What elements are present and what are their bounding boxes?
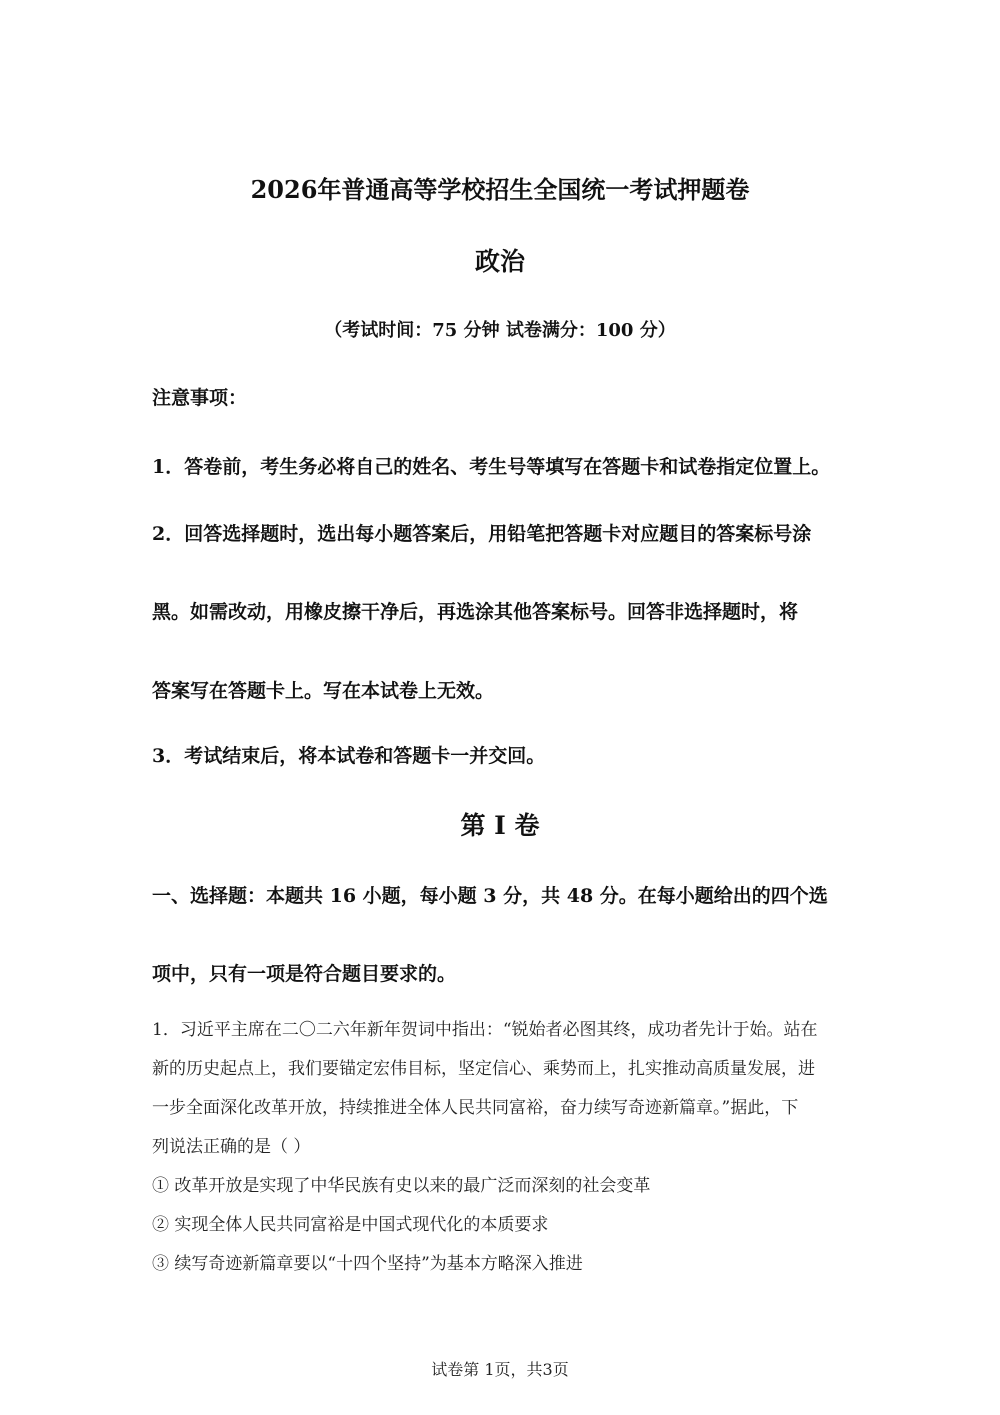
question-stem-line: 1．习近平主席在二〇二六年新年贺词中指出：“锐始者必图其终，成功者先计于始。站在 <box>152 1020 818 1040</box>
section-instruction: 项中，只有一项是符合题目要求的。 <box>152 963 457 985</box>
exam-info: （考试时间：75 分钟 试卷满分：100 分） <box>324 320 676 341</box>
notice-heading: 注意事项： <box>152 387 248 409</box>
question-stem-line: 一步全面深化改革开放，持续推进全体人民共同富裕，奋力续写奇迹新篇章。”据此，下 <box>152 1098 799 1118</box>
question-option: ③ 续写奇迹新篇章要以“十四个坚持”为基本方略深入推进 <box>152 1254 583 1274</box>
notice-line: 1．答卷前，考生务必将自己的姓名、考生号等填写在答题卡和试卷指定位置上。 <box>152 456 831 478</box>
notice-line: 黑。如需改动，用橡皮擦干净后，再选涂其他答案标号。回答非选择题时，将 <box>152 601 799 623</box>
notice-line: 2．回答选择题时，选出每小题答案后，用铅笔把答题卡对应题目的答案标号涂 <box>152 523 812 545</box>
question-option: ① 改革开放是实现了中华民族有史以来的最广泛而深刻的社会变革 <box>152 1176 651 1196</box>
question-stem-line: 列说法正确的是（ ） <box>152 1137 311 1157</box>
section-title: 第 I 卷 <box>460 811 540 840</box>
section-instruction: 一、选择题：本题共 16 小题，每小题 3 分，共 48 分。在每小题给出的四个选 <box>152 885 828 907</box>
question-stem-line: 新的历史起点上，我们要锚定宏伟目标，坚定信心、乘势而上，扎实推动高质量发展，进 <box>152 1059 815 1079</box>
subject-title: 政治 <box>474 247 525 276</box>
notice-line: 3．考试结束后，将本试卷和答题卡一并交回。 <box>152 745 546 767</box>
exam-title: 2026年普通高等学校招生全国统一考试押题卷 <box>250 175 750 204</box>
question-option: ② 实现全体人民共同富裕是中国式现代化的本质要求 <box>152 1215 549 1235</box>
notice-line: 答案写在答题卡上。写在本试卷上无效。 <box>152 680 495 702</box>
page-footer: 试卷第 1页，共3页 <box>431 1360 569 1379</box>
